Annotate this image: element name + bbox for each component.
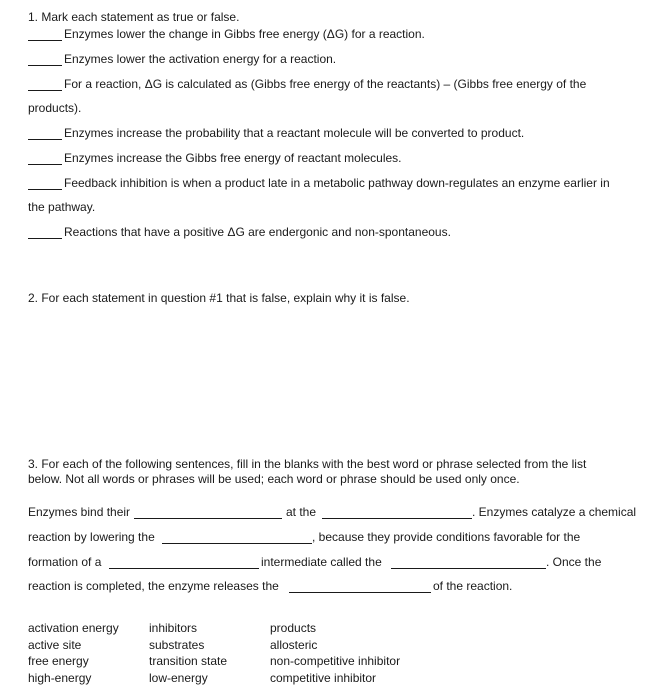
fill-text-2b: , because they provide conditions favorable for the bbox=[312, 530, 581, 544]
word-bank-item: low-energy bbox=[149, 671, 208, 685]
word-bank-item: competitive inhibitor bbox=[270, 671, 377, 685]
fill-blank-6[interactable] bbox=[289, 592, 431, 593]
fill-text-4a: reaction is completed, the enzyme releases the bbox=[28, 579, 279, 593]
fill-text-4b: of the reaction. bbox=[433, 579, 513, 593]
statement-5: Enzymes increase the Gibbs free energy of reactant molecules. bbox=[64, 151, 402, 165]
fill-text-1b: at the bbox=[286, 505, 317, 519]
fill-blank-2[interactable] bbox=[322, 518, 472, 519]
true-false-blank-4[interactable] bbox=[28, 139, 62, 140]
fill-text-1c: . Enzymes catalyze a chemical bbox=[472, 505, 637, 519]
fill-blank-5[interactable] bbox=[391, 568, 546, 569]
true-false-blank-5[interactable] bbox=[28, 164, 62, 165]
fill-text-3a: formation of a bbox=[28, 555, 102, 569]
true-false-blank-1[interactable] bbox=[28, 40, 62, 41]
statement-4: Enzymes increase the probability that a reactant molecule will be converted to product. bbox=[64, 126, 525, 140]
word-bank-item: active site bbox=[28, 638, 82, 652]
word-bank-item: inhibitors bbox=[149, 621, 198, 635]
true-false-blank-7[interactable] bbox=[28, 238, 62, 239]
statement-1: Enzymes lower the change in Gibbs free energy (ΔG) for a reaction. bbox=[64, 27, 425, 41]
statement-3: For a reaction, ΔG is calculated as (Gibbs free energy of the reactants) – (Gibbs free energy of the bbox=[64, 77, 587, 91]
question-3-heading-line-2: below. Not all words or phrases will be used; each word or phrase should be used only once. bbox=[28, 472, 520, 486]
statement-6: Feedback inhibition is when a product late in a metabolic pathway down-regulates an enzyme earlier in bbox=[64, 176, 610, 190]
word-bank-item: products bbox=[270, 621, 317, 635]
statement-2: Enzymes lower the activation energy for a reaction. bbox=[64, 52, 337, 66]
fill-text-1a: Enzymes bind their bbox=[28, 505, 131, 519]
word-bank-item: high-energy bbox=[28, 671, 92, 685]
true-false-blank-2[interactable] bbox=[28, 65, 62, 66]
true-false-blank-3[interactable] bbox=[28, 90, 62, 91]
statement-6-continuation: the pathway. bbox=[28, 200, 96, 214]
fill-blank-4[interactable] bbox=[109, 568, 259, 569]
question-3-heading-line-1: 3. For each of the following sentences, fill in the blanks with the best word or phrase selected from the list bbox=[28, 457, 587, 471]
word-bank-item: free energy bbox=[28, 654, 89, 668]
statement-3-continuation: products). bbox=[28, 101, 82, 115]
word-bank-item: allosteric bbox=[270, 638, 318, 652]
fill-text-2a: reaction by lowering the bbox=[28, 530, 155, 544]
question-1-heading: 1. Mark each statement as true or false. bbox=[28, 10, 240, 24]
statement-7: Reactions that have a positive ΔG are endergonic and non-spontaneous. bbox=[64, 225, 451, 239]
fill-text-3b: intermediate called the bbox=[261, 555, 382, 569]
word-bank-item: activation energy bbox=[28, 621, 119, 635]
fill-blank-1[interactable] bbox=[134, 518, 282, 519]
word-bank-item: transition state bbox=[149, 654, 228, 668]
word-bank-item: non-competitive inhibitor bbox=[270, 654, 401, 668]
word-bank-item: substrates bbox=[149, 638, 205, 652]
true-false-blank-6[interactable] bbox=[28, 189, 62, 190]
fill-blank-3[interactable] bbox=[162, 543, 312, 544]
fill-text-3c: . Once the bbox=[546, 555, 602, 569]
question-2-heading: 2. For each statement in question #1 that is false, explain why it is false. bbox=[28, 291, 410, 305]
